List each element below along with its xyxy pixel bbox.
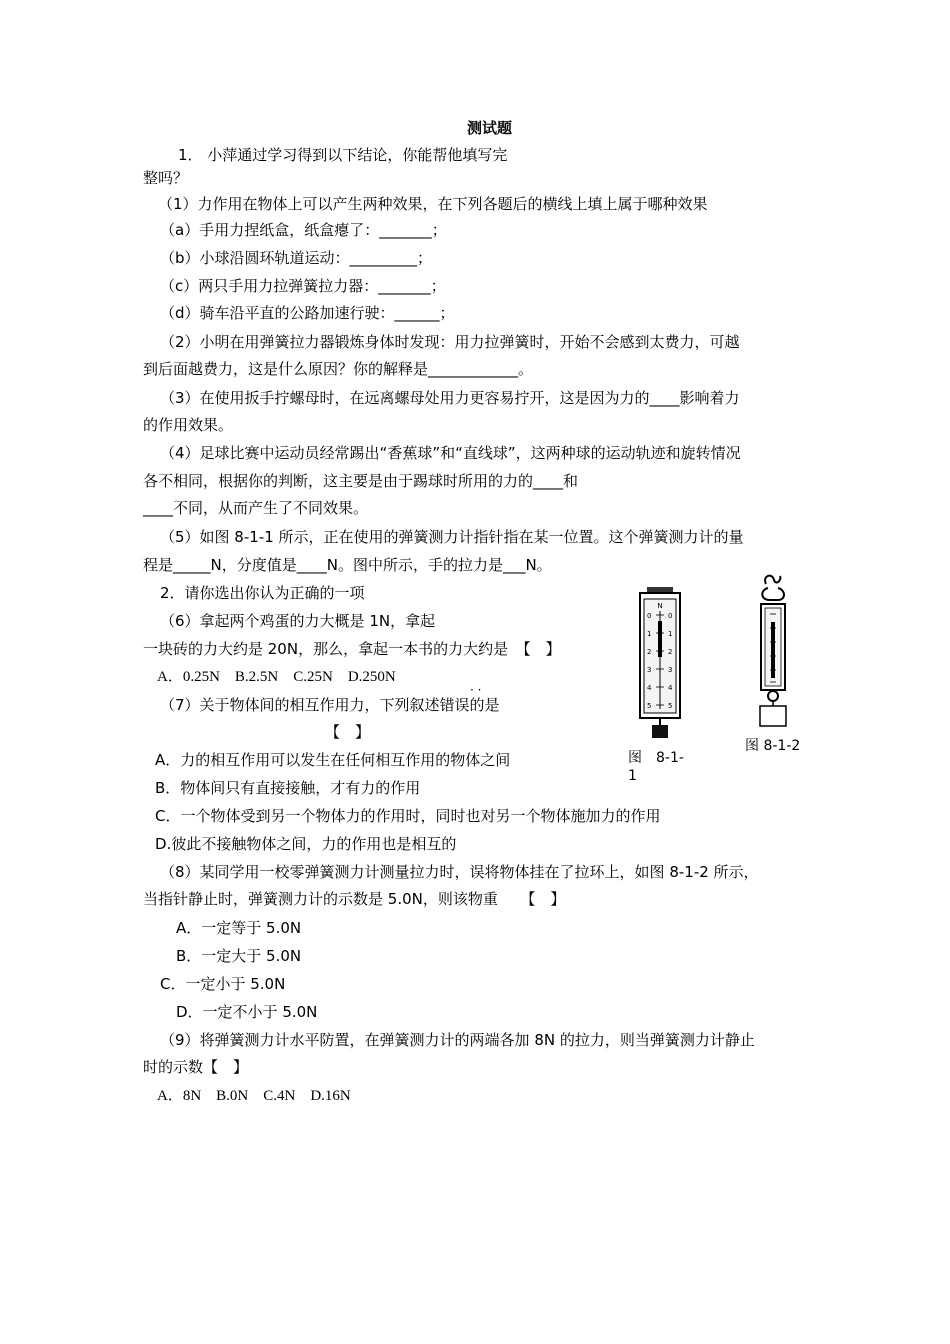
tick-label: 4 <box>647 684 652 692</box>
q8-option-d: D．一定不小于 5.0N <box>176 1003 318 1021</box>
q1-part3-cont: 的作用效果。 <box>143 416 234 434</box>
q8-option-a: A．一定等于 5.0N <box>176 919 302 937</box>
question-1-stem-cont: 整吗？ <box>143 169 189 187</box>
tick-label: 1 <box>668 630 673 638</box>
q9-options: A．8N B.0N C.4N D.16N <box>157 1088 351 1104</box>
question-2-stem: 2．请你选出你认为正确的一项 <box>160 584 365 602</box>
figure-8-1-2 <box>748 572 798 732</box>
q6-stem: （6）拿起两个鸡蛋的力大概是 1N，拿起 <box>160 612 436 630</box>
q1-part4-cont: 各不相同，根据你的判断，这主要是由于踢球时所用的力的____和 <box>143 472 579 490</box>
q1-part1: （1）力作用在物体上可以产生两种效果，在下列各题后的横线上填上属于哪种效果 <box>158 195 708 213</box>
q8-stem-cont: 当指针静止时，弹簧测力计的示数是 5.0N，则该物重 【 】 <box>143 890 566 908</box>
q1-part3: （3）在使用扳手拧螺母时，在远离螺母处用力更容易拧开，这是因为力的____影响着力 <box>160 389 740 407</box>
scale-unit-label: N <box>657 602 663 610</box>
question-1-stem: 1． 小萍通过学习得到以下结论，你能帮他填写完 <box>178 146 508 164</box>
q1-part5-cont: 程是_____N，分度值是____N。图中所示，手的拉力是___N。 <box>143 556 552 574</box>
q8-stem: （8）某同学用一校零弹簧测力计测量拉力时，误将物体挂在了拉环上，如图 8-1-2 所示， <box>160 863 759 881</box>
q7-bracket: 【 】 <box>325 723 371 741</box>
q1-item-a: （a）手用力捏纸盒，纸盒瘪了：_______； <box>160 221 447 239</box>
q1-part2: （2）小明在用弹簧拉力器锻炼身体时发现：用力拉弹簧时，开始不会感到太费力，可越 <box>160 333 740 351</box>
page-title: 测试题 <box>467 119 513 137</box>
q1-part4-cont2: ____不同，从而产生了不同效果。 <box>143 499 369 517</box>
q7-option-a: A．力的相互作用可以发生在任何相互作用的物体之间 <box>155 751 511 769</box>
tick-label: 0 <box>668 612 673 620</box>
q7-option-b: B．物体间只有直接接触，才有力的作用 <box>155 779 421 797</box>
spring-scale-1-drawing <box>630 585 690 740</box>
tick-label: 5 <box>647 702 652 710</box>
q7-option-d: D.彼此不接触物体之间，力的作用也是相互的 <box>155 835 457 853</box>
q1-part5: （5）如图 8-1-1 所示，正在使用的弹簧测力计指针指在某一位置。这个弹簧测力计的量 <box>160 528 744 546</box>
q9-stem: （9）将弹簧测力计水平防置，在弹簧测力计的两端各加 8N 的拉力，则当弹簧测力计静止 <box>160 1031 755 1049</box>
q7-stem: （7）关于物体间的相互作用力，下列叙述错误的是 <box>160 696 500 714</box>
figure-8-1-2-caption: 图 8-1-2 <box>745 738 801 754</box>
tick-label: 2 <box>647 648 652 656</box>
tick-label: 1 <box>647 630 652 638</box>
q7-option-c: C．一个物体受到另一个物体力的作用时，同时也对另一个物体施加力的作用 <box>155 807 661 825</box>
tick-label: 0 <box>647 612 652 620</box>
q1-item-c: （c）两只手用力拉弹簧拉力器：_______； <box>160 277 446 295</box>
figure-8-1-1 <box>630 585 690 740</box>
q1-item-d: （d）骑车沿平直的公路加速行驶：______； <box>160 304 455 322</box>
q1-part2-cont: 到后面越费力，这是什么原因？你的解释是____________。 <box>143 360 534 378</box>
q8-option-c: C．一定小于 5.0N <box>160 975 286 993</box>
spring-scale-2-drawing <box>748 572 798 732</box>
figure-8-1-1-caption: 图 8-1- <box>628 750 684 766</box>
q1-part4: （4）足球比赛中运动员经常踢出“香蕉球”和“直线球”，这两种球的运动轨迹和旋转情况 <box>160 444 741 462</box>
q8-option-b: B．一定大于 5.0N <box>176 947 302 965</box>
q1-item-b: （b）小球沿圆环轨道运动：_________； <box>160 249 433 267</box>
figure-8-1-1-caption-cont: 1 <box>628 768 637 784</box>
tick-label: 3 <box>647 666 652 674</box>
q9-stem-cont: 时的示数【 】 <box>143 1058 249 1076</box>
tick-label: 3 <box>668 666 673 674</box>
tick-label: 4 <box>668 684 673 692</box>
emphasis-dots: · · <box>470 683 482 697</box>
q6-options: A．0.25N B.2.5N C.25N D.250N <box>157 669 396 685</box>
tick-label: 5 <box>668 702 673 710</box>
tick-label: 2 <box>668 648 673 656</box>
q6-stem-cont: 一块砖的力大约是 20N，那么，拿起一本书的力大约是 【 】 <box>143 640 561 658</box>
